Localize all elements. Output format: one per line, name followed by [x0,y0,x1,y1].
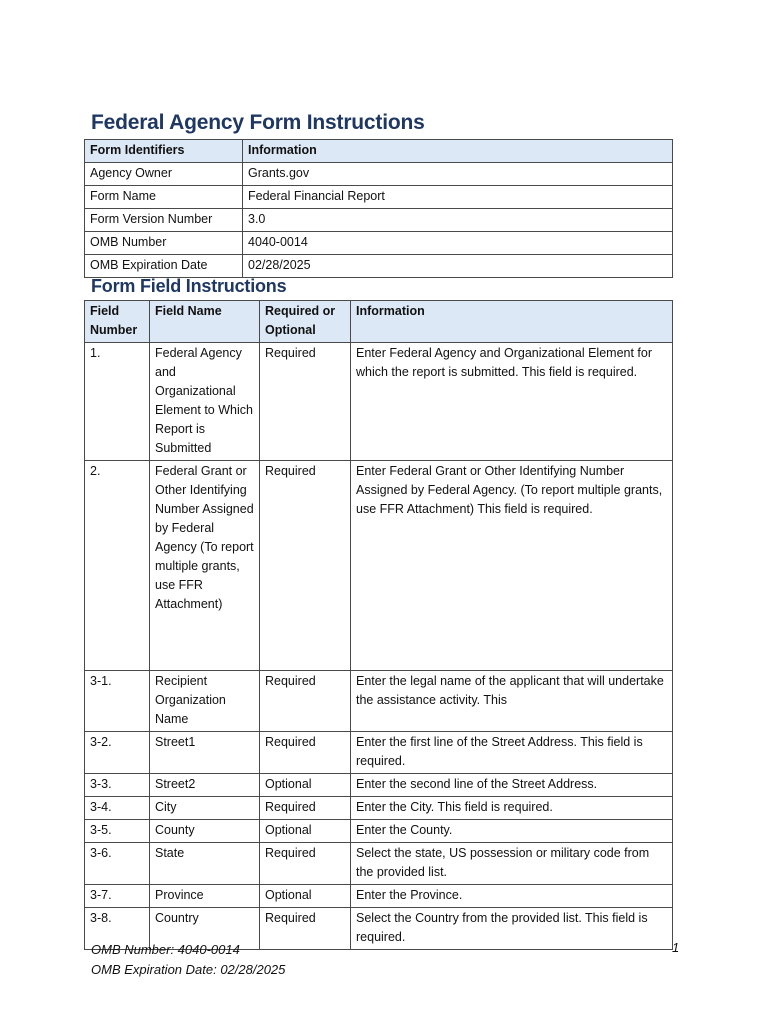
cell-label: Form Version Number [85,209,243,232]
table-row [85,163,673,186]
field-requirement: Required [260,671,351,732]
field-requirement: Optional [260,820,351,843]
table-row [85,671,673,732]
table-row [85,461,673,671]
table-row [85,343,673,461]
cell-value: Grants.gov [243,163,673,186]
field-requirement: Required [260,343,351,461]
cell-value: Federal Financial Report [243,186,673,209]
table-row [85,732,673,774]
field-number: 1. [85,343,150,461]
field-name: Country [150,908,260,950]
footer-omb-number: OMB Number: 4040-0014 [91,942,240,957]
table-row [85,843,673,885]
field-information: Enter Federal Grant or Other Identifying Number Assigned by Federal Agency. (To report multiple grants, use FFR Attachment) This field is required. [351,461,673,671]
table-row [85,232,673,255]
column-header: Information [243,140,673,163]
cell-label: Form Name [85,186,243,209]
table-header-row [85,140,673,163]
footer-omb-expiration: OMB Expiration Date: 02/28/2025 [91,962,286,977]
field-requirement: Required [260,908,351,950]
form-fields-table [84,300,673,950]
field-name: Federal Agency and Organizational Element to Which Report is Submitted [150,343,260,461]
field-number: 3-5. [85,820,150,843]
field-number: 3-2. [85,732,150,774]
table-row [85,820,673,843]
field-information: Enter the first line of the Street Address. This field is required. [351,732,673,774]
field-name: Street1 [150,732,260,774]
table-row [85,885,673,908]
field-requirement: Required [260,797,351,820]
field-information: Select the Country from the provided list. This field is required. [351,908,673,950]
field-name: City [150,797,260,820]
column-header: Field Name [150,301,260,343]
column-header: Field Number [85,301,150,343]
field-information: Enter the City. This field is required. [351,797,673,820]
field-number: 3-3. [85,774,150,797]
table-row [85,186,673,209]
field-requirement: Optional [260,885,351,908]
field-information: Enter the legal name of the applicant that will undertake the assistance activity. This [351,671,673,732]
cell-label: OMB Expiration Date [85,255,243,278]
table-row [85,255,673,278]
page-footer [91,940,285,980]
field-information: Select the state, US possession or military code from the provided list. [351,843,673,885]
table-row [85,774,673,797]
field-name: Recipient Organization Name [150,671,260,732]
field-name: Province [150,885,260,908]
field-requirement: Optional [260,774,351,797]
field-requirement: Required [260,732,351,774]
field-name: Street2 [150,774,260,797]
table-header-row [85,301,673,343]
cell-value: 3.0 [243,209,673,232]
field-number: 3-7. [85,885,150,908]
field-requirement: Required [260,461,351,671]
section-title: Form Field Instructions [91,276,287,296]
field-name: State [150,843,260,885]
field-information: Enter the County. [351,820,673,843]
cell-label: Agency Owner [85,163,243,186]
field-number: 3-8. [85,908,150,950]
page-number: 1 [672,940,680,955]
table-row [85,209,673,232]
field-number: 3-1. [85,671,150,732]
field-information: Enter Federal Agency and Organizational Element for which the report is submitted. This field is required. [351,343,673,461]
field-number: 3-4. [85,797,150,820]
field-number: 3-6. [85,843,150,885]
cell-value: 02/28/2025 [243,255,673,278]
table-row [85,797,673,820]
page-title: Federal Agency Form Instructions [91,111,425,134]
field-name: Federal Grant or Other Identifying Number Assigned by Federal Agency (To report multiple grants, use FFR Attachment) [150,461,260,671]
field-requirement: Required [260,843,351,885]
cell-label: OMB Number [85,232,243,255]
column-header: Required or Optional [260,301,351,343]
column-header: Information [351,301,673,343]
form-identifiers-table [84,139,673,278]
cell-value: 4040-0014 [243,232,673,255]
field-information: Enter the second line of the Street Address. [351,774,673,797]
field-name: County [150,820,260,843]
column-header: Form Identifiers [85,140,243,163]
field-information: Enter the Province. [351,885,673,908]
field-number: 2. [85,461,150,671]
